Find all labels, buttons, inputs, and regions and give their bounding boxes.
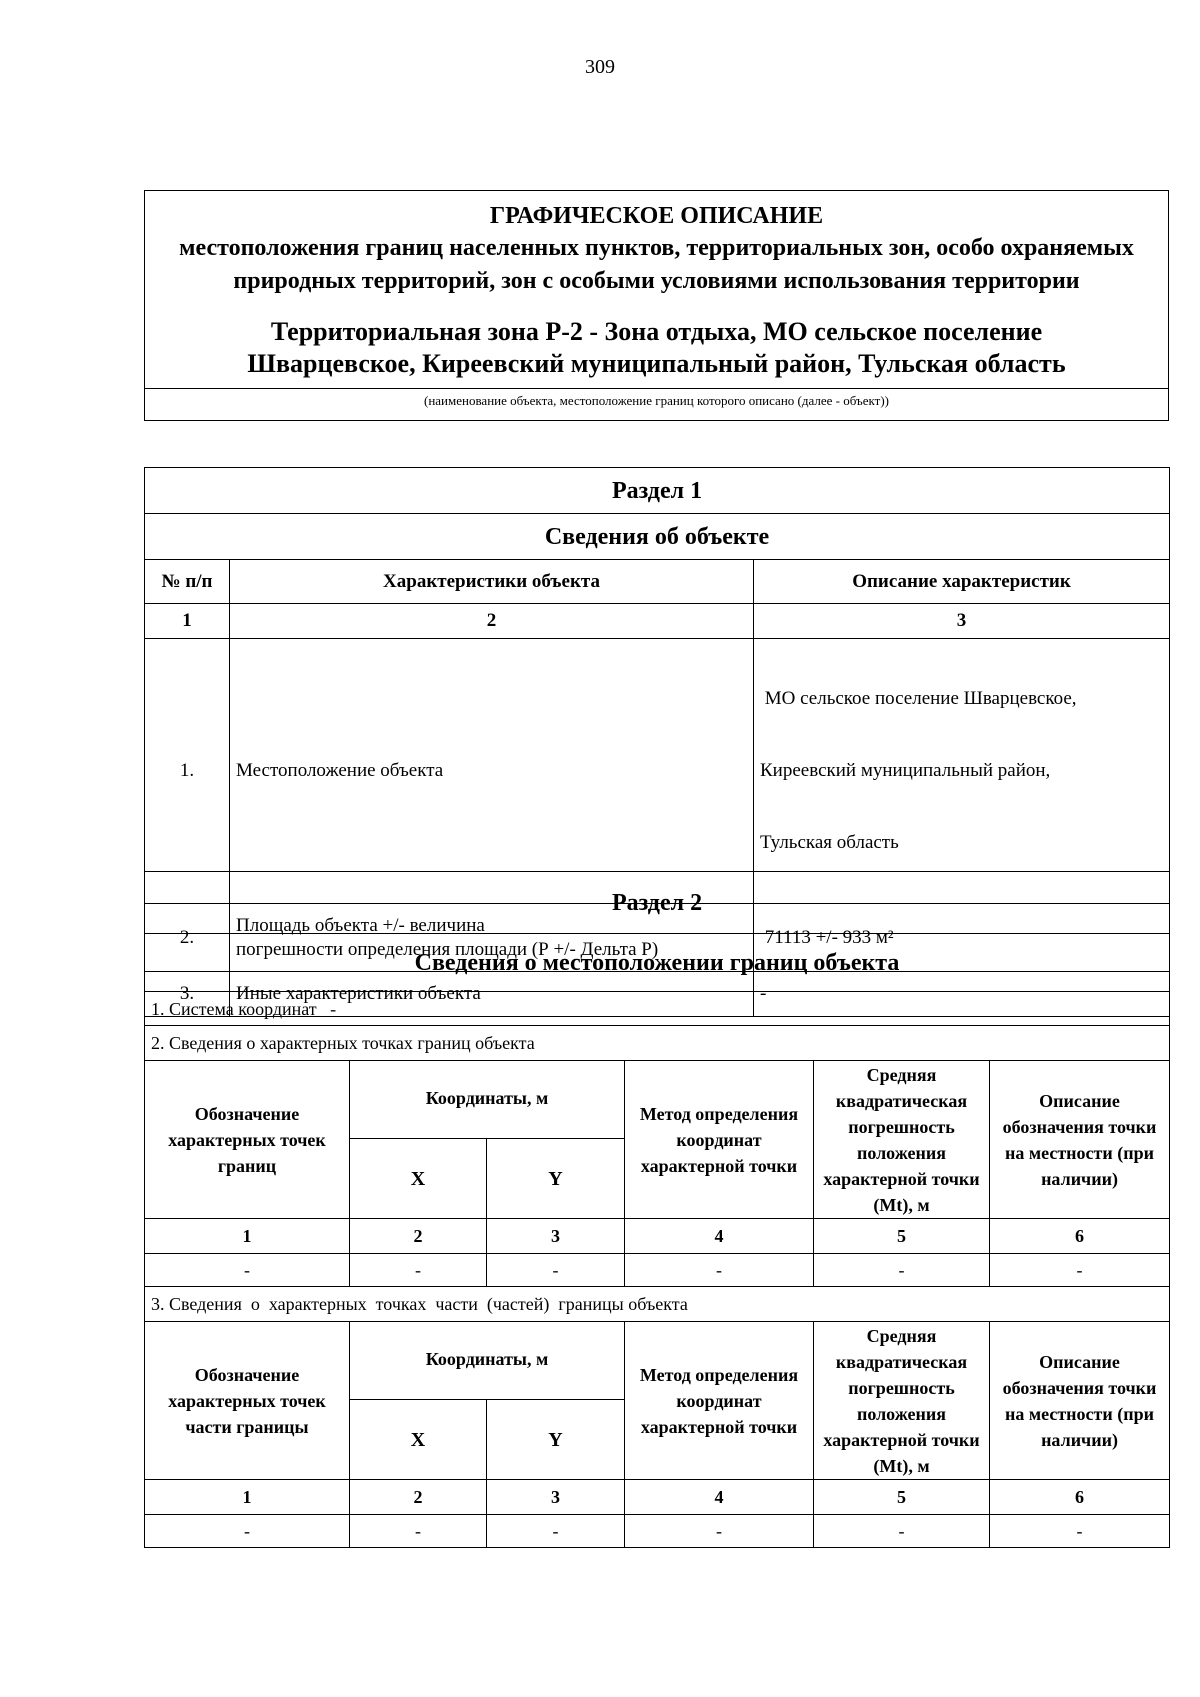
row-number: 1. <box>145 639 230 904</box>
description-line: Тульская область <box>760 832 899 853</box>
th-y: Y <box>487 1400 625 1480</box>
col-number: 3 <box>754 604 1170 639</box>
zone-name-line1: Территориальная зона Р-2 - Зона отдыха, МО сельское поселение <box>270 317 1043 346</box>
table-cell: - <box>487 1515 625 1548</box>
document-header <box>144 190 1169 421</box>
col-number: 1 <box>145 1480 350 1515</box>
section2-title: Раздел 2 <box>145 872 1170 934</box>
coord-system-row <box>145 992 1170 1026</box>
table-cell: - <box>487 1254 625 1287</box>
document-title: ГРАФИЧЕСКОЕ ОПИСАНИЕ <box>489 203 824 229</box>
col-number: 3 <box>487 1480 625 1515</box>
row-number: 3. <box>145 972 230 1017</box>
row-description <box>754 639 1170 904</box>
description-line: МО сельское поселение Шварцевское, <box>760 688 1077 709</box>
zone-name-line2: Шварцевское, Киреевский муниципальный район, Тульская область <box>247 349 1066 378</box>
table-cell: - <box>625 1515 814 1548</box>
coord-system-value: - <box>330 998 337 1019</box>
col-header-description: Описание характеристик <box>754 560 1170 604</box>
th-mean-error: Средняя квадратическая погрешность положения характерной точки (Mt), м <box>814 1322 990 1480</box>
page-number: 309 <box>585 56 615 78</box>
document-subtitle: местоположения границ населенных пунктов, территориальных зон, особо охраняемых природных территорий, зон с особыми условиями использования территории <box>179 235 1134 294</box>
table-cell: - <box>814 1515 990 1548</box>
col-number: 2 <box>230 604 754 639</box>
object-note: (наименование объекта, местоположение границ которого описано (далее - объект)) <box>145 389 1169 421</box>
col-number: 1 <box>145 604 230 639</box>
col-header-num: № п/п <box>145 560 230 604</box>
section2-subtitle: Сведения о местоположении границ объекта <box>145 934 1170 992</box>
row-characteristic: Иные характеристики объекта <box>230 972 754 1017</box>
col-number: 4 <box>625 1219 814 1254</box>
table-cell: - <box>350 1515 487 1548</box>
row-description: - <box>754 972 1170 1017</box>
col-number: 2 <box>350 1219 487 1254</box>
th-coordinates: Координаты, м <box>350 1322 625 1400</box>
col-number: 3 <box>487 1219 625 1254</box>
table-cell: - <box>145 1515 350 1548</box>
col-number: 6 <box>990 1219 1170 1254</box>
row-characteristic: Местоположение объекта <box>230 639 754 904</box>
th-method: Метод определения координат характерной точки <box>625 1322 814 1480</box>
table-cell: - <box>990 1254 1170 1287</box>
th-point-description: Описание обозначения точки на местности (при наличии) <box>990 1322 1170 1480</box>
parts-label: 3. Сведения о характерных точках части (частей) границы объекта <box>145 1287 1170 1322</box>
th-point-designation: Обозначение характерных точек границ <box>145 1061 350 1219</box>
th-x: X <box>350 1400 487 1480</box>
th-x: X <box>350 1139 487 1219</box>
characteristic-line: Площадь объекта +/- величина <box>236 914 485 936</box>
th-mean-error: Средняя квадратическая погрешность положения характерной точки (Mt), м <box>814 1061 990 1219</box>
table-row <box>145 1254 1170 1287</box>
th-method: Метод определения координат характерной точки <box>625 1061 814 1219</box>
points-label: 2. Сведения о характерных точках границ объекта <box>145 1026 1170 1061</box>
zone-name <box>159 316 1154 380</box>
table-row <box>145 1515 1170 1548</box>
col-number: 6 <box>990 1480 1170 1515</box>
th-part-point-designation: Обозначение характерных точек части границы <box>145 1322 350 1480</box>
col-number: 5 <box>814 1480 990 1515</box>
row-description: 71113 +/- 933 м² <box>754 904 1170 972</box>
table-cell: - <box>990 1515 1170 1548</box>
row-number: 2. <box>145 904 230 972</box>
col-header-characteristics: Характеристики объекта <box>230 560 754 604</box>
col-number: 2 <box>350 1480 487 1515</box>
th-coordinates: Координаты, м <box>350 1061 625 1139</box>
col-number: 4 <box>625 1480 814 1515</box>
col-number: 1 <box>145 1219 350 1254</box>
description-line: Киреевский муниципальный район, <box>760 760 1051 781</box>
th-y: Y <box>487 1139 625 1219</box>
header-cell <box>145 191 1169 389</box>
section1-subtitle: Сведения об объекте <box>145 514 1170 560</box>
table-cell: - <box>350 1254 487 1287</box>
table-row <box>145 639 1170 904</box>
table-cell: - <box>814 1254 990 1287</box>
table-cell: - <box>625 1254 814 1287</box>
characteristic-line: погрешности определения площади (Р +/- Дельта Р) <box>236 938 659 960</box>
section1-title: Раздел 1 <box>145 468 1170 514</box>
th-point-description: Описание обозначения точки на местности (при наличии) <box>990 1061 1170 1219</box>
coord-system-label: 1. Система координат <box>151 998 317 1019</box>
col-number: 5 <box>814 1219 990 1254</box>
section2-table <box>144 871 1170 1548</box>
table-cell: - <box>145 1254 350 1287</box>
